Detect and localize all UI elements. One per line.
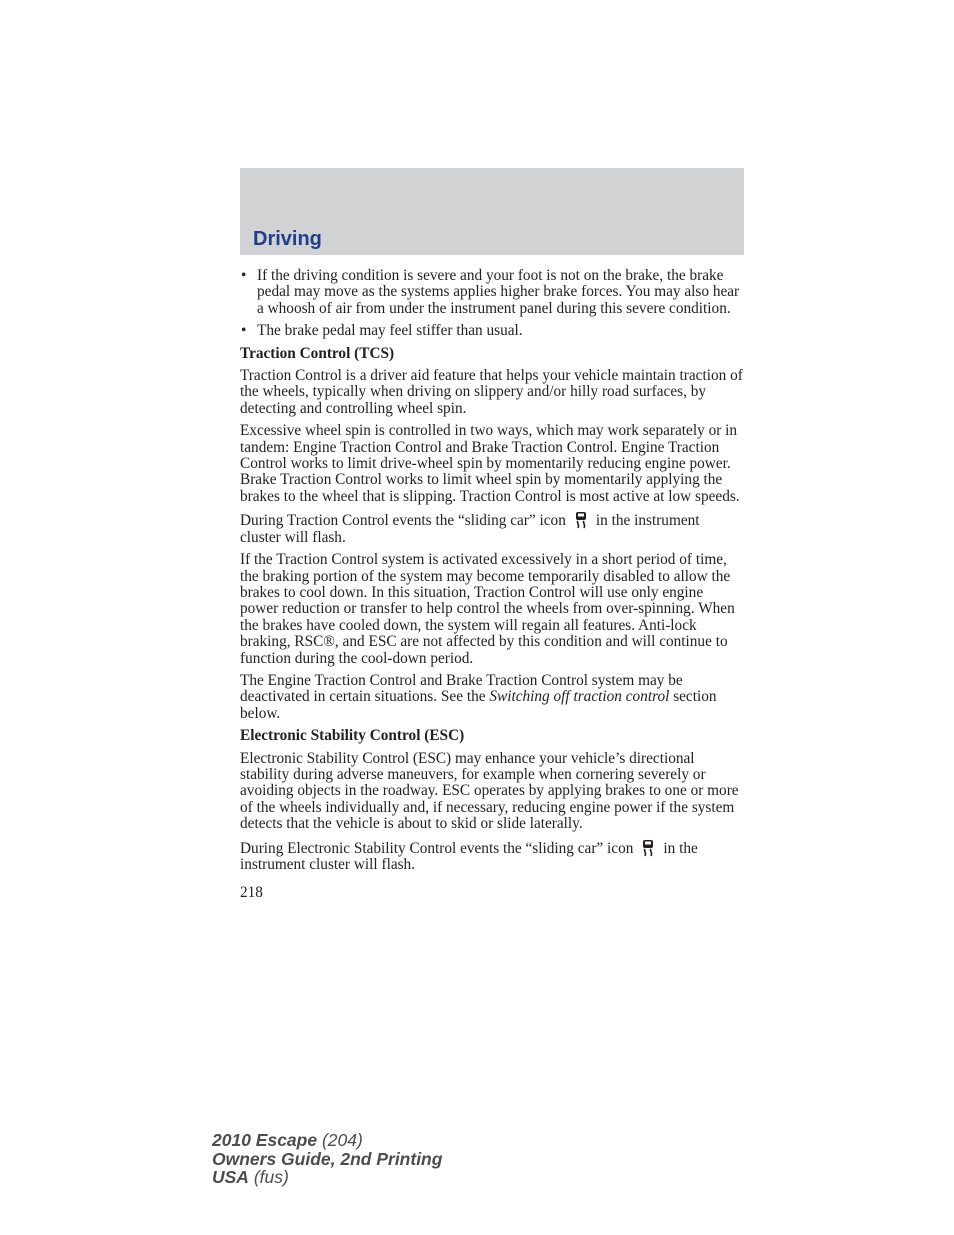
section-title: Driving bbox=[253, 228, 322, 250]
tcs-heading: Traction Control (TCS) bbox=[240, 344, 395, 362]
bullet-item bbox=[240, 268, 744, 317]
tcs-paragraph-1: Traction Control is a driver aid feature that helps your vehicle maintain traction of the wheels, typically when driving on slippery and/or hilly road surfaces, by detecting and controlling wheel spin. bbox=[240, 367, 743, 417]
footer-model-code: (204) bbox=[321, 1130, 363, 1150]
esc-icon-text-before: During Electronic Stability Control events the “sliding car” icon bbox=[240, 839, 634, 857]
esc-icon-text-after: in the instrument cluster will flash. bbox=[240, 839, 698, 873]
tcs-paragraph-2: Excessive wheel spin is controlled in two ways, which may work separately or in tandem: Engine Traction Control and Brake Traction Control. Engine Traction Control works to limit drive-wheel spin by momentarily reducing engine power. Brake Traction Control works to limit wheel spin by momentarily applying the brakes to the wheel that is slipping. Traction Control is most active at low speeds. bbox=[240, 422, 740, 505]
tcs-paragraph-4: If the Traction Control system is activated excessively in a short period of time, the braking portion of the system may become temporarily disabled to allow the brakes to cool down. In this situation, Traction Control will use only engine power reduction or transfer to help control the wheels from over-spinning. When the brakes have cooled down, the system will regain all features. Anti-lock braking, RSC®, and ESC are not affected by this condition and will continue to function during the cool-down period. bbox=[240, 551, 735, 667]
footer-market-code: (fus) bbox=[253, 1167, 289, 1187]
bullet-dot: • bbox=[241, 267, 247, 284]
page-content bbox=[240, 268, 744, 902]
bullet-item bbox=[240, 323, 744, 339]
bullet-text: The brake pedal may feel stiffer than usual. bbox=[257, 322, 523, 340]
footer-model: 2010 Escape bbox=[212, 1130, 318, 1150]
footer-line-2 bbox=[212, 1150, 442, 1169]
page-number: 218 bbox=[240, 884, 263, 902]
esc-paragraph-1: Electronic Stability Control (ESC) may enhance your vehicle’s directional stability during adverse maneuvers, for example when cornering severely or avoiding objects in the roadway. ESC operates by applying brakes to one or more of the wheels individually and, if necessary, reducing engine power if the system detects that the vehicle is about to skid or slide laterally. bbox=[240, 749, 739, 833]
sliding-car-icon bbox=[637, 839, 659, 857]
footer-line-1 bbox=[212, 1131, 442, 1150]
tcs-icon-text-after: in the instrument cluster will flash. bbox=[240, 512, 700, 546]
footer-market: USA bbox=[212, 1167, 249, 1187]
esc-heading: Electronic Stability Control (ESC) bbox=[240, 727, 465, 745]
tcs-p5-before: The Engine Traction Control and Brake Traction Control system may be deactivated in certain situations. See the bbox=[240, 671, 683, 706]
tcs-paragraph-5 bbox=[240, 673, 744, 722]
esc-paragraph-2 bbox=[240, 839, 744, 874]
bullet-text: If the driving condition is severe and your foot is not on the brake, the brake pedal may move as the systems applies higher brake forces. You may also hear a whoosh of air from under the instrument panel during this severe condition. bbox=[257, 267, 740, 317]
tcs-icon-text-before: During Traction Control events the “sliding car” icon bbox=[240, 512, 566, 530]
section-header-band bbox=[240, 168, 744, 255]
tcs-paragraph-3 bbox=[240, 511, 744, 546]
tcs-p5-after: section below. bbox=[240, 688, 717, 722]
bullet-dot: • bbox=[241, 322, 247, 340]
sliding-car-icon bbox=[570, 511, 592, 529]
footer-line-3 bbox=[212, 1168, 442, 1187]
document-footer bbox=[212, 1131, 442, 1187]
switching-off-traction-control-reference: Switching off traction control bbox=[489, 688, 670, 706]
footer-edition: Owners Guide, 2nd Printing bbox=[212, 1148, 443, 1169]
